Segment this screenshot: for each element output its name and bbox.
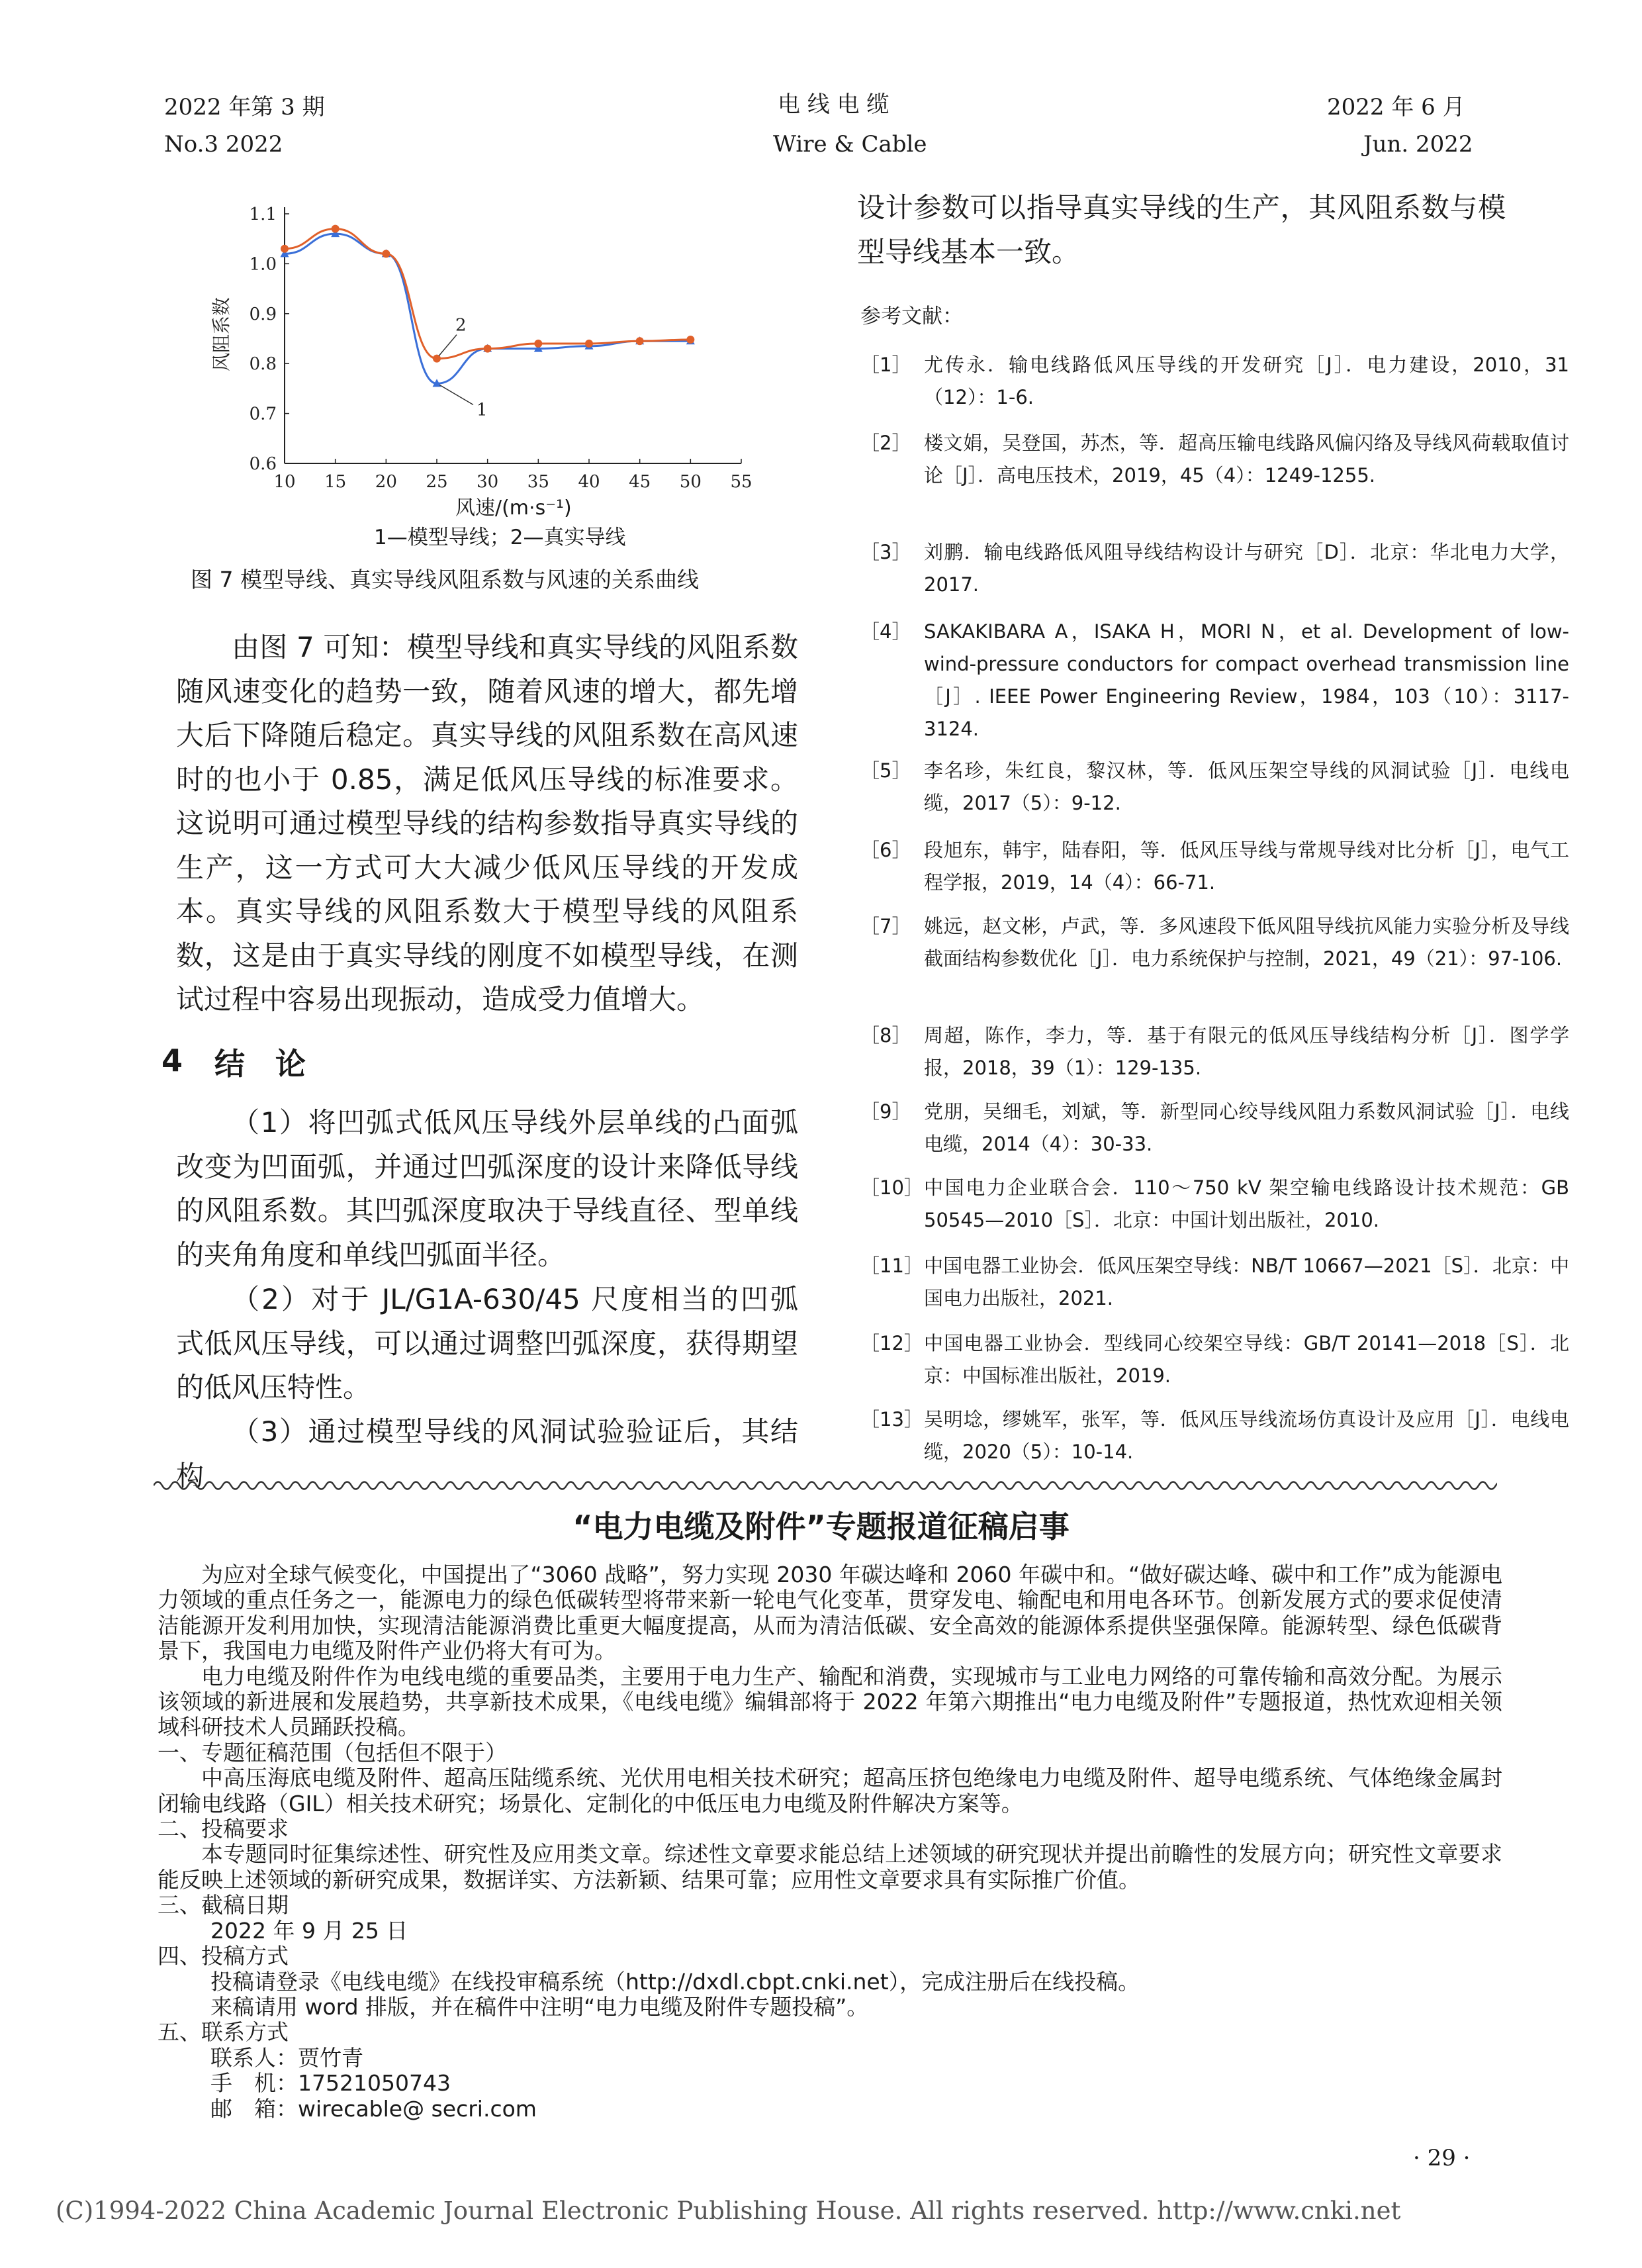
x-tick-labels — [273, 472, 752, 492]
issue-en: No.3 2022 — [164, 131, 283, 158]
reference-text: 姚远，赵文彬，卢武，等．多风速段下低风阻导线抗风能力实验分析及导线截面结构参数优化［J］．电力系统保护与控制，2021，49（21）：97-106. — [924, 915, 1569, 970]
section-number: 4 — [161, 1043, 183, 1078]
notice-deadline: 2022 年 9 月 25 日 — [210, 1917, 408, 1944]
reference-text: SAKAKIBARA A，ISAKA H，MORI N，et al. Development of low-wind-pressure conductors for compact overhead transmission line［J］. IEEE Power Engineering Review，1984，103（10）：3117-3124. — [924, 620, 1569, 740]
data-point-circle — [534, 340, 542, 348]
y-tick-label: 0.8 — [249, 354, 277, 375]
chart-series — [285, 229, 690, 384]
notice-submission-1: 投稿请登录《电线电缆》在线投审稿系统（http://dxdl.cbpt.cnki.net），完成注册后在线投稿。 — [210, 1968, 1140, 1995]
conclusion-3: （3）通过模型导线的风洞试验验证后，其结构 — [176, 1415, 798, 1492]
x-tick-label: 35 — [527, 472, 549, 492]
reference-number: ［1］ — [860, 354, 911, 376]
figure-caption: 图 7 模型导线、真实导线风阻系数与风速的关系曲线 — [191, 567, 699, 592]
reference-text: 楼文娟，吴登国，苏杰，等．超高压输电线路风偏闪络及导线风荷载取值讨论［J］．高电压技术，2019，45（4）：1249-1255. — [924, 432, 1569, 487]
annotation-leader-1 — [439, 385, 473, 404]
reference-text: 中国电力企业联合会．110～750 kV 架空输电线路设计技术规范：GB 50545—2010［S］．北京：中国计划出版社，2010. — [924, 1176, 1569, 1231]
x-tick-label: 40 — [578, 472, 600, 492]
x-tick-label: 10 — [273, 472, 296, 492]
series-line-1 — [285, 234, 690, 383]
date-en: Jun. 2022 — [1363, 131, 1473, 158]
reference-text: 党朋，吴细毛，刘斌，等．新型同心绞导线风阻力系数风洞试验［J］．电线电缆，2014（4）：30-33. — [924, 1100, 1569, 1155]
chart-markers — [281, 225, 695, 387]
reference-number: ［9］ — [860, 1100, 911, 1123]
data-point-circle — [686, 336, 694, 344]
reference-text: 刘鹏．输电线路低风阻导线结构设计与研究［D］．北京：华北电力大学，2017. — [924, 541, 1569, 596]
reference-number: ［11］ — [860, 1254, 923, 1277]
series-label-2: 2 — [455, 315, 467, 336]
notice-section-1-title: 一、专题征稿范围（包括但不限于） — [158, 1739, 507, 1766]
reference-text: 中国电器工业协会．低风压架空导线：NB/T 10667—2021［S］．北京：中国电力出版社，2021. — [924, 1254, 1569, 1309]
x-tick-label: 25 — [426, 472, 448, 492]
wind-resistance-chart — [199, 195, 768, 540]
data-point-circle — [433, 355, 441, 363]
journal-title-en: Wire & Cable — [773, 131, 927, 158]
journal-title-cn: 电 线 电 缆 — [778, 91, 889, 118]
notice-body — [158, 1562, 1502, 2122]
x-tick-label: 30 — [477, 472, 499, 492]
reference-number: ［10］ — [860, 1176, 923, 1199]
notice-section-3-title: 三、截稿日期 — [158, 1892, 289, 1918]
reference-text: 吴明埝，缪姚军，张军，等．低风压导线流场仿真设计及应用［J］．电线电缆，2020（5）：10-14. — [924, 1408, 1569, 1463]
x-tick-label: 45 — [629, 472, 651, 492]
reference-text: 周超，陈作，李力，等．基于有限元的低风压导线结构分析［J］．图学学报，2018，39（1）：129-135. — [924, 1024, 1569, 1079]
notice-intro-1: 为应对全球气候变化，中国提出了“3060 战略”，努力实现 2030 年碳达峰和 2060 年碳中和。“做好碳达峰、碳中和工作”成为能源电力领域的重点任务之一，能源电力的绿色低碳转型将带来新一轮电气化变革，贯穿发电、输配电和用电各环节。创新发展方式的要求促使清洁能源开发利用加快，实现清洁能源消费比重更大幅度提高，从而为清洁低碳、安全高效的能源体系提供坚强保障。能源转型、绿色低碳背景下，我国电力电缆及附件产业仍将大有可为。 — [158, 1562, 1502, 1664]
x-tick-label: 15 — [324, 472, 347, 492]
y-tick-label: 1.1 — [249, 205, 277, 224]
y-tick-label: 0.7 — [249, 404, 277, 424]
series-annotations — [439, 316, 488, 420]
x-tick-label: 20 — [375, 472, 397, 492]
data-point-circle — [382, 250, 390, 258]
notice-section-2-body: 本专题同时征集综述性、研究性及应用类文章。综述性文章要求能总结上述领域的研究现状并提出前瞻性的发展方向；研究性文章要求能反映上述领域的新研究成果，数据详实、方法新颖、结果可靠；应用性文章要求具有实际推广价值。 — [158, 1841, 1502, 1893]
data-point-circle — [585, 340, 593, 348]
x-axis-label: 风速/(m·s⁻¹) — [455, 496, 572, 520]
reference-number: ［4］ — [860, 620, 911, 643]
y-axis-label: 风阻系数 — [210, 297, 232, 372]
reference-number: ［12］ — [860, 1332, 923, 1354]
notice-section-5-title: 五、联系方式 — [158, 2019, 289, 2046]
copyright-footer: (C)1994-2022 China Academic Journal Electronic Publishing House. All rights reserved. http://www.cnki.net — [56, 2197, 1401, 2225]
issue-cn: 2022 年第 3 期 — [164, 94, 325, 120]
contact-phone: 手 机：17521050743 — [210, 2070, 451, 2097]
y-tick-labels — [250, 205, 277, 474]
notice-section-4-title: 四、投稿方式 — [158, 1943, 289, 1969]
data-point-circle — [332, 225, 340, 233]
reference-text: 中国电器工业协会．型线同心绞架空导线：GB/T 20141—2018［S］．北京：中国标准出版社，2019. — [924, 1332, 1569, 1387]
contact-person: 联系人：贾竹青 — [210, 2044, 363, 2071]
reference-number: ［13］ — [860, 1408, 923, 1431]
section-title: 结 论 — [214, 1046, 306, 1082]
reference-number: ［3］ — [860, 541, 911, 563]
reference-text: 尤传永．输电线路低风压导线的开发研究［J］．电力建设，2010，31（12）：1-6. — [924, 354, 1569, 408]
reference-number: ［8］ — [860, 1024, 911, 1047]
reference-number: ［7］ — [860, 915, 911, 937]
x-tick-label: 50 — [679, 472, 702, 492]
annotation-leader-2 — [439, 335, 457, 356]
data-point-circle — [484, 345, 492, 353]
left-paragraph-1: 由图 7 可知：模型导线和真实导线的风阻系数随风速变化的趋势一致，随着风速的增大，都先增大后下降随后稳定。真实导线的风阻系数在高风速时的也小于 0.85，满足低风压导线的标准要求。这说明可通过模型导线的结构参数指导真实导线的生产，这一方式可大大减少低风压导线的开发成本。真实导线的风阻系数大于模型导线的风阻系数，这是由于真实导线的刚度不如模型导线，在测试过程中容易出现振动，造成受力值增大。 — [176, 631, 798, 1016]
conclusion-2: （2）对于 JL/G1A-630/45 尺度相当的凹弧式低风压导线，可以通过调整凹弧深度，获得期望的低风压特性。 — [176, 1283, 798, 1403]
page-number: · 29 · — [1413, 2145, 1471, 2171]
reference-text: 李名珍，朱红良，黎汉林，等．低风压架空导线的风洞试验［J］．电线电缆，2017（5）：9-12. — [924, 759, 1569, 814]
decorative-divider — [154, 1477, 1497, 1494]
y-tick-label: 0.9 — [249, 304, 277, 324]
notice-title: “电力电缆及附件”专题报道征稿启事 — [572, 1509, 1070, 1544]
y-tick-label: 0.6 — [249, 454, 277, 474]
series-label-1: 1 — [477, 400, 488, 420]
notice-submission-2: 来稿请用 word 排版，并在稿件中注明“电力电缆及附件专题投稿”。 — [210, 1993, 869, 2020]
reference-number: ［6］ — [860, 839, 911, 861]
chart-axes — [285, 207, 741, 463]
reference-number: ［2］ — [860, 432, 911, 454]
references-heading: 参考文献： — [860, 305, 963, 328]
reference-number: ［5］ — [860, 759, 911, 782]
contact-email: 邮 箱：wirecable@ secri.com — [210, 2095, 537, 2122]
date-cn: 2022 年 6 月 — [1327, 94, 1465, 120]
y-tick-label: 1.0 — [249, 254, 277, 275]
x-tick-label: 55 — [730, 472, 753, 492]
series-line-2 — [285, 229, 690, 359]
chart-legend: 1—模型导线；2—真实导线 — [374, 526, 626, 549]
data-point-circle — [281, 245, 289, 253]
notice-section-2-title: 二、投稿要求 — [158, 1816, 289, 1842]
notice-intro-2: 电力电缆及附件作为电线电缆的重要品类，主要用于电力生产、输配和消费，实现城市与工业电力网络的可靠传输和高效分配。为展示该领域的新进展和发展趋势，共享新技术成果，《电线电缆》编辑部将于 2022 年第六期推出“电力电缆及附件”专题报道，热忱欢迎相关领域科研技术人员踊跃投稿。 — [158, 1663, 1502, 1740]
data-point-circle — [636, 337, 644, 345]
notice-section-1-body: 中高压海底电缆及附件、超高压陆缆系统、光伏用电相关技术研究；超高压挤包绝缘电力电缆及附件、超导电缆系统、气体绝缘金属封闭输电线路（GIL）相关技术研究；场景化、定制化的中低压电力电缆及附件解决方案等。 — [158, 1765, 1502, 1817]
right-paragraph-cont: 设计参数可以指导真实导线的生产，其风阻系数与模型导线基本一致。 — [857, 191, 1506, 268]
conclusion-1: （1）将凹弧式低风压导线外层单线的凸面弧改变为凹面弧，并通过凹弧深度的设计来降低导线的风阻系数。其凹弧深度取决于导线直径、型单线的夹角角度和单线凹弧面半径。 — [176, 1106, 798, 1271]
reference-text: 段旭东，韩宇，陆春阳，等．低风压导线与常规导线对比分析［J］，电气工程学报，2019，14（4）：66-71. — [924, 839, 1569, 894]
